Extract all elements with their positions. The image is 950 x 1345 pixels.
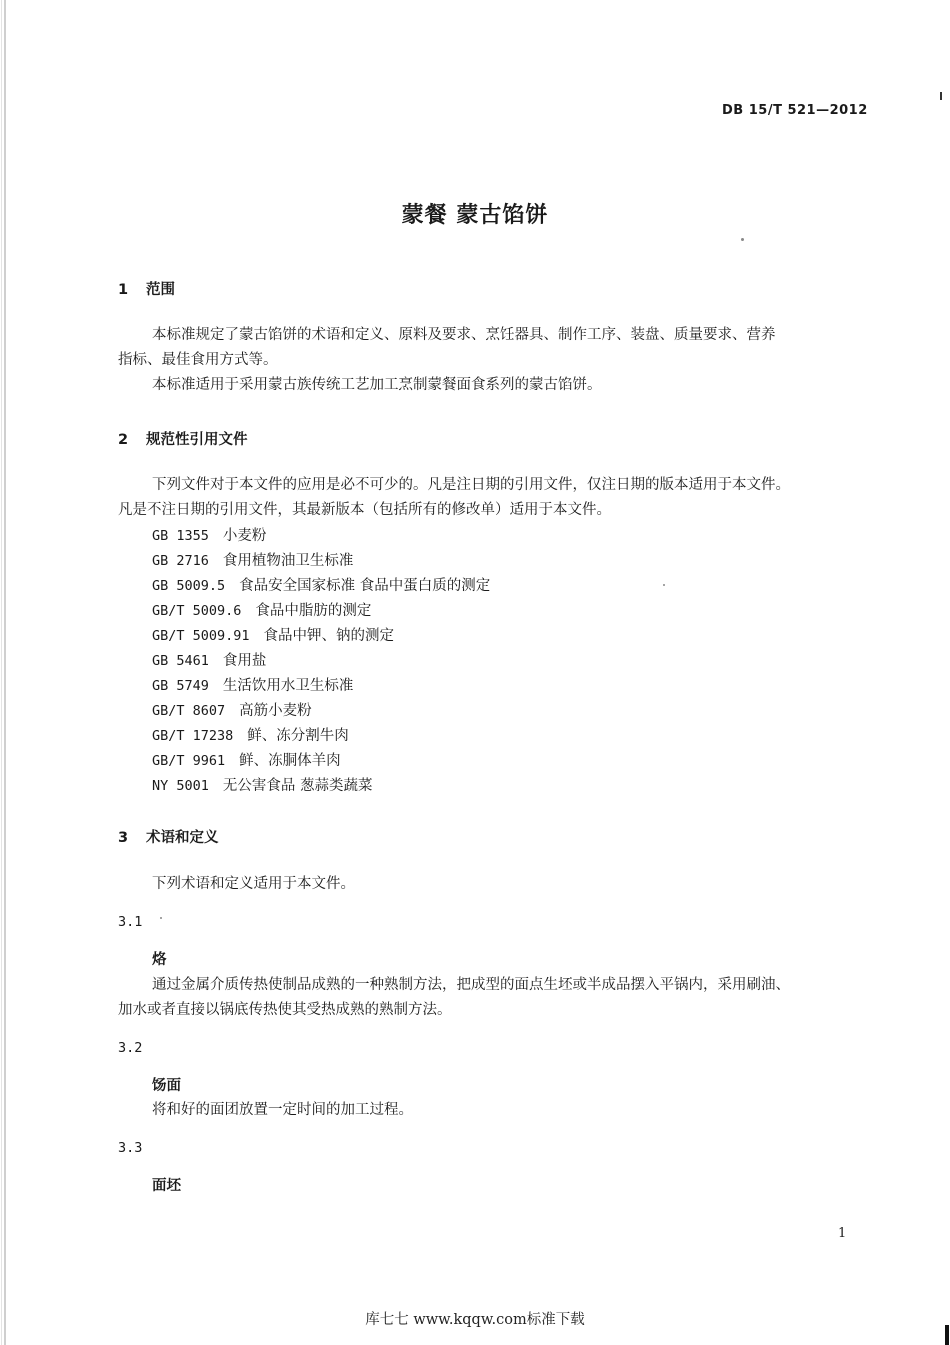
reference-item bbox=[152, 749, 341, 770]
term-number: 3.3 bbox=[118, 1140, 143, 1156]
document-number: DB 15/T 521—2012 bbox=[722, 103, 868, 118]
reference-title: 食品中钾、钠的测定 bbox=[263, 628, 395, 644]
section-2-heading bbox=[118, 428, 248, 449]
section-title: 范围 bbox=[146, 282, 175, 298]
reference-item bbox=[152, 699, 312, 720]
section-2-intro-line2: 凡是不注日期的引用文件，其最新版本（包括所有的修改单）适用于本文件。 bbox=[118, 502, 611, 518]
reference-title: 鲜、冻分割牛肉 bbox=[247, 728, 349, 744]
section-3-intro: 下列术语和定义适用于本文件。 bbox=[152, 876, 355, 892]
reference-title: 食用盐 bbox=[222, 653, 267, 669]
section-2-intro-line1: 下列文件对于本文件的应用是必不可少的。凡是注日期的引用文件，仅注日期的版本适用于本文件。 bbox=[152, 477, 790, 493]
term-definition-line1: 通过金属介质传热使制品成熟的一种熟制方法，把成型的面点生坯或半成品摆入平锅内，采用刷油、 bbox=[152, 977, 790, 993]
reference-title: 生活饮用水卫生标准 bbox=[222, 678, 354, 694]
section-number: 1 bbox=[118, 282, 129, 298]
reference-code: GB/T 8607 bbox=[152, 703, 226, 719]
reference-title: 无公害食品 葱蒜类蔬菜 bbox=[222, 778, 373, 794]
reference-item bbox=[152, 674, 353, 695]
section-1-para1-line1: 本标准规定了蒙古馅饼的术语和定义、原料及要求、烹饪器具、制作工序、装盘、质量要求、营养 bbox=[152, 327, 776, 343]
section-3-heading bbox=[118, 826, 219, 847]
reference-title: 食品中脂肪的测定 bbox=[255, 603, 372, 619]
reference-title: 食品安全国家标准 食品中蛋白质的测定 bbox=[239, 578, 491, 594]
section-1-heading bbox=[118, 278, 175, 299]
term-number: 3.2 bbox=[118, 1040, 143, 1056]
term-number: 3.1 bbox=[118, 914, 143, 930]
scan-mark bbox=[940, 92, 942, 100]
document-title: 蒙餐 蒙古馅饼 bbox=[401, 203, 549, 228]
reference-item bbox=[152, 549, 353, 570]
term-definition: 将和好的面团放置一定时间的加工过程。 bbox=[152, 1102, 413, 1118]
section-1-para2: 本标准适用于采用蒙古族传统工艺加工烹制蒙餐面食系列的蒙古馅饼。 bbox=[152, 377, 602, 393]
download-footer: 库七七 www.kqqw.com标准下载 bbox=[365, 1312, 585, 1328]
scan-speck bbox=[160, 917, 162, 919]
reference-code: GB/T 17238 bbox=[152, 728, 234, 744]
scan-speck bbox=[663, 584, 665, 586]
reference-title: 高筋小麦粉 bbox=[239, 703, 312, 719]
reference-item bbox=[152, 524, 266, 545]
page-number: 1 bbox=[838, 1226, 847, 1241]
reference-code: GB 5009.5 bbox=[152, 578, 226, 594]
section-number: 2 bbox=[118, 432, 129, 448]
reference-code: GB 1355 bbox=[152, 528, 209, 544]
reference-code: GB/T 5009.6 bbox=[152, 603, 242, 619]
reference-item bbox=[152, 574, 490, 595]
reference-code: GB 5461 bbox=[152, 653, 209, 669]
section-title: 术语和定义 bbox=[146, 830, 219, 846]
term-title: 烙 bbox=[152, 952, 167, 968]
reference-title: 鲜、冻胴体羊肉 bbox=[239, 753, 341, 769]
reference-code: GB 5749 bbox=[152, 678, 209, 694]
term-title: 面坯 bbox=[152, 1178, 181, 1194]
reference-item bbox=[152, 624, 394, 645]
section-number: 3 bbox=[118, 830, 129, 846]
reference-title: 食用植物油卫生标准 bbox=[222, 553, 354, 569]
scan-speck bbox=[741, 238, 744, 241]
reference-item bbox=[152, 724, 349, 745]
term-definition-line2: 加水或者直接以锅底传热使其受热成熟的熟制方法。 bbox=[118, 1002, 452, 1018]
term-title: 饧面 bbox=[152, 1078, 181, 1094]
reference-code: GB 2716 bbox=[152, 553, 209, 569]
reference-code: GB/T 5009.91 bbox=[152, 628, 250, 644]
reference-item bbox=[152, 649, 266, 670]
reference-item bbox=[152, 599, 371, 620]
reference-item bbox=[152, 774, 373, 795]
reference-code: NY 5001 bbox=[152, 778, 209, 794]
section-title: 规范性引用文件 bbox=[146, 432, 248, 448]
reference-title: 小麦粉 bbox=[222, 528, 267, 544]
reference-code: GB/T 9961 bbox=[152, 753, 226, 769]
section-1-para1-line2: 指标、最佳食用方式等。 bbox=[118, 352, 278, 368]
